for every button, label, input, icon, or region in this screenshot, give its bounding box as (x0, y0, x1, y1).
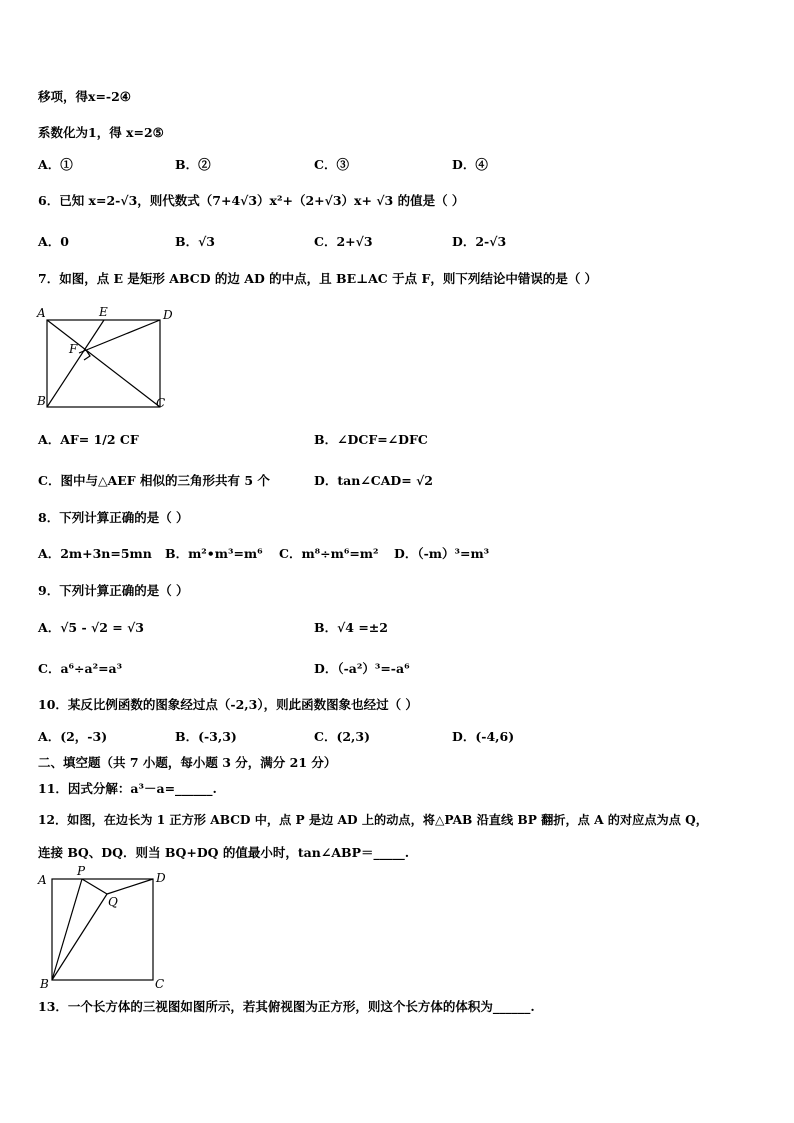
q7-option-c: C．图中与△AEF 相似的三角形共有 5 个 (38, 473, 270, 488)
q7-label-d: D (163, 308, 173, 322)
section-2-heading: 二、填空题（共 7 小题，每小题 3 分，满分 21 分） (38, 755, 337, 770)
q12-line2: 连接 BQ、DQ．则当 BQ+DQ 的值最小时，tan∠ABP＝_____. (38, 845, 410, 860)
q10-option-b: B．(-3,3) (175, 729, 237, 744)
q7-label-f: F (69, 342, 78, 356)
q9-option-b: B．√4 =±2 (314, 620, 388, 635)
q5-option-a: A．① (38, 157, 73, 172)
q7-label-e: E (99, 305, 108, 319)
q10-option-d: D．(-4,6) (452, 729, 515, 744)
q12-square-figure (35, 862, 175, 990)
q12-label-b: B (40, 977, 49, 990)
q12-label-p: P (77, 864, 86, 878)
q7-label-b: B (37, 394, 46, 408)
q8-option-c: C．m⁸÷m⁶=m² (279, 546, 379, 561)
q7-label-c: C (156, 396, 166, 410)
q5-option-c: C．③ (314, 157, 349, 172)
q9-stem: 9．下列计算正确的是（ ） (38, 583, 189, 598)
q12-label-q: Q (108, 895, 118, 909)
q12-line1: 12．如图，在边长为 1 正方形 ABCD 中，点 P 是边 AD 上的动点，将△PAB 沿直线 BP 翻折，点 A 的对应点为点 Q， (38, 813, 708, 827)
q6-option-b: B．√3 (175, 234, 215, 249)
q9-option-d: D．（-a²）³=-a⁶ (314, 661, 410, 676)
q5-option-d: D．④ (452, 157, 488, 172)
q7-stem: 7．如图，点 E 是矩形 ABCD 的边 AD 的中点，且 BE⊥AC 于点 F，则下列结论中错误的是（ ） (38, 271, 598, 286)
q6-stem: 6．已知 x=2-√3，则代数式（7+4√3）x²+（2+√3）x+ √3 的值是（ ） (38, 193, 465, 208)
q10-stem: 10．某反比例函数的图象经过点（-2,3），则此函数图象也经过（ ） (38, 697, 418, 712)
q5-line2: 系数化为1，得 x=2⑤ (38, 125, 164, 140)
q5-option-b: B．② (175, 157, 211, 172)
q7-rectangle-figure (35, 303, 180, 411)
q8-option-b: B．m²•m³=m⁶ (165, 546, 263, 561)
q13: 13．一个长方体的三视图如图所示，若其俯视图为正方形，则这个长方体的体积为______. (38, 999, 535, 1014)
q7-label-a: A (37, 306, 46, 320)
q9-option-c: C．a⁶÷a²=a³ (38, 661, 123, 676)
q12-label-d: D (156, 871, 166, 885)
q10-option-a: A．(2，-3) (38, 729, 108, 744)
q6-option-a: A．0 (38, 234, 69, 249)
q7-option-a: A．AF= 1/2 CF (38, 432, 139, 447)
q9-option-a: A．√5 - √2 = √3 (38, 620, 145, 635)
q6-option-c: C．2+√3 (314, 234, 373, 249)
q10-option-c: C．(2,3) (314, 729, 371, 744)
q8-stem: 8．下列计算正确的是（ ） (38, 510, 189, 525)
q7-option-b: B．∠DCF=∠DFC (314, 432, 428, 447)
q5-line1: 移项，得x=-2④ (38, 89, 132, 104)
q12-label-c: C (155, 977, 165, 990)
q8-option-a: A．2m+3n=5mn (38, 546, 152, 561)
q11: 11．因式分解：a³－a=______. (38, 781, 217, 796)
q8-option-d: D．（-m）³=m³ (394, 546, 490, 561)
q6-option-d: D．2-√3 (452, 234, 507, 249)
q7-option-d: D．tan∠CAD= √2 (314, 473, 434, 488)
q12-label-a: A (38, 873, 47, 887)
